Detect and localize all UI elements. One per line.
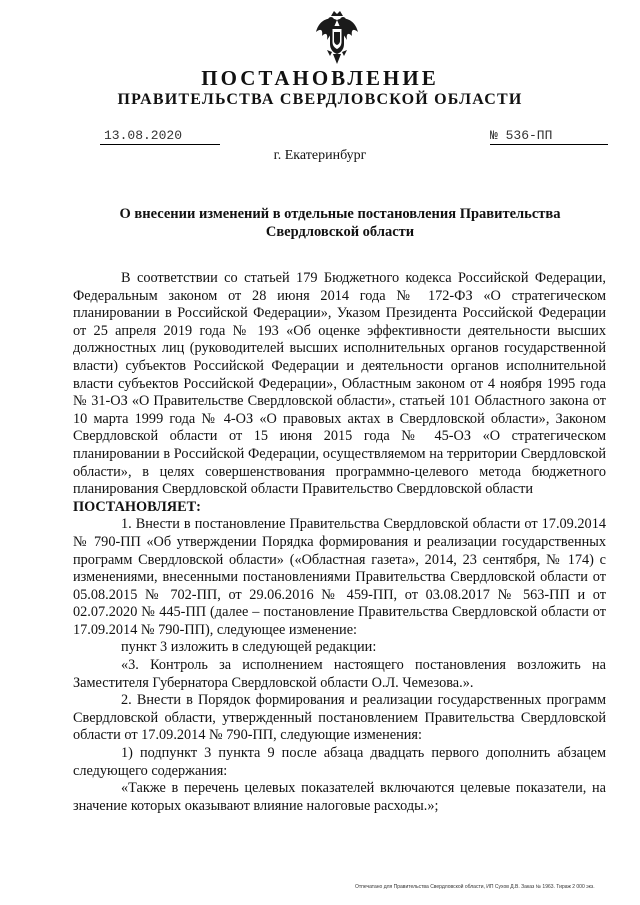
resolves-heading: ПОСТАНОВЛЯЕТ: [73, 498, 201, 515]
document-body [73, 270, 606, 815]
body-paragraph: «Также в перечень целевых показателей включаются целевые показатели, на значение которых оказывают влияние налоговые расходы.»; [73, 780, 606, 814]
document-subject: О внесении изменений в отдельные постановления Правительства Свердловской области [119, 206, 561, 240]
document-date: 13.08.2020 [100, 127, 220, 145]
issuing-authority: ПРАВИТЕЛЬСТВА СВЕРДЛОВСКОЙ ОБЛАСТИ [117, 91, 523, 108]
preamble-paragraph: В соответствии со статьей 179 Бюджетного кодекса Российской Федерации, Федеральным законом от 28 июня 2014 года № 172-ФЗ «О стратегическом планировании в Российской Федерации», Указом Президента Российской Федерации от 25 апреля 2019 года № 193 «Об оценке эффективности деятельности высших должностных лиц (руководителей высших исполнительных органов государственной власти) субъектов Российской Федерации и деятельности органов исполнительной власти субъектов Российской Федерации», Областным законом от 4 ноября 1995 года № 31-ОЗ «О Правительстве Свердловской области», статьей 101 Областного закона от 10 марта 1999 года № 4-ОЗ «О правовых актах в Свердловской области», Законом Свердловской области от 15 июня 2015 года № 45-ОЗ «О стратегическом планировании в Российской Федерации, осуществляемом на территории Свердловской области», в целях совершенствования программно-целевого метода бюджетного планирования Свердловской области Правительство Свердловской области [73, 270, 606, 498]
body-paragraph: 2. Внести в Порядок формирования и реализации государственных программ Свердловской области, утвержденный постановлением Правительства Свердловской области от 17.09.2014 № 790-ПП, следующие изменения: [73, 692, 606, 744]
document-type-title: ПОСТАНОВЛЕНИЕ [201, 66, 439, 90]
body-paragraph: пункт 3 изложить в следующей редакции: [121, 639, 377, 656]
print-footer: Отпечатано для Правительства Свердловской области, ИП Сухов Д.В. Заказ № 1963. Тираж 2 000 экз. [355, 884, 595, 890]
body-paragraph: 1) подпункт 3 пункта 9 после абзаца двадцать первого дополнить абзацем следующего содержания: [73, 745, 606, 779]
body-paragraph: 1. Внести в постановление Правительства Свердловской области от 17.09.2014 № 790-ПП «Об утверждении Порядка формирования и реализации государственных программ Свердловской области» («Областная газета», 2014, 23 сентября, № 174) с изменениями, внесенными постановлениями Правительства Свердловской области от 05.08.2015 № 702-ПП, от 29.06.2016 № 459-ПП, от 03.08.2017 № 563-ПП и от 02.07.2020 № 445-ПП (далее – постановление Правительства Свердловской области от 17.09.2014 № 790-ПП), следующее изменение: [73, 516, 606, 638]
document-number: № 536-ПП [490, 127, 608, 145]
body-paragraph: «3. Контроль за исполнением настоящего постановления возложить на Заместителя Губернатора Свердловской области О.Л. Чемезова.». [73, 657, 606, 691]
document-city: г. Екатеринбург [273, 148, 367, 163]
coat-of-arms-icon [313, 10, 361, 66]
